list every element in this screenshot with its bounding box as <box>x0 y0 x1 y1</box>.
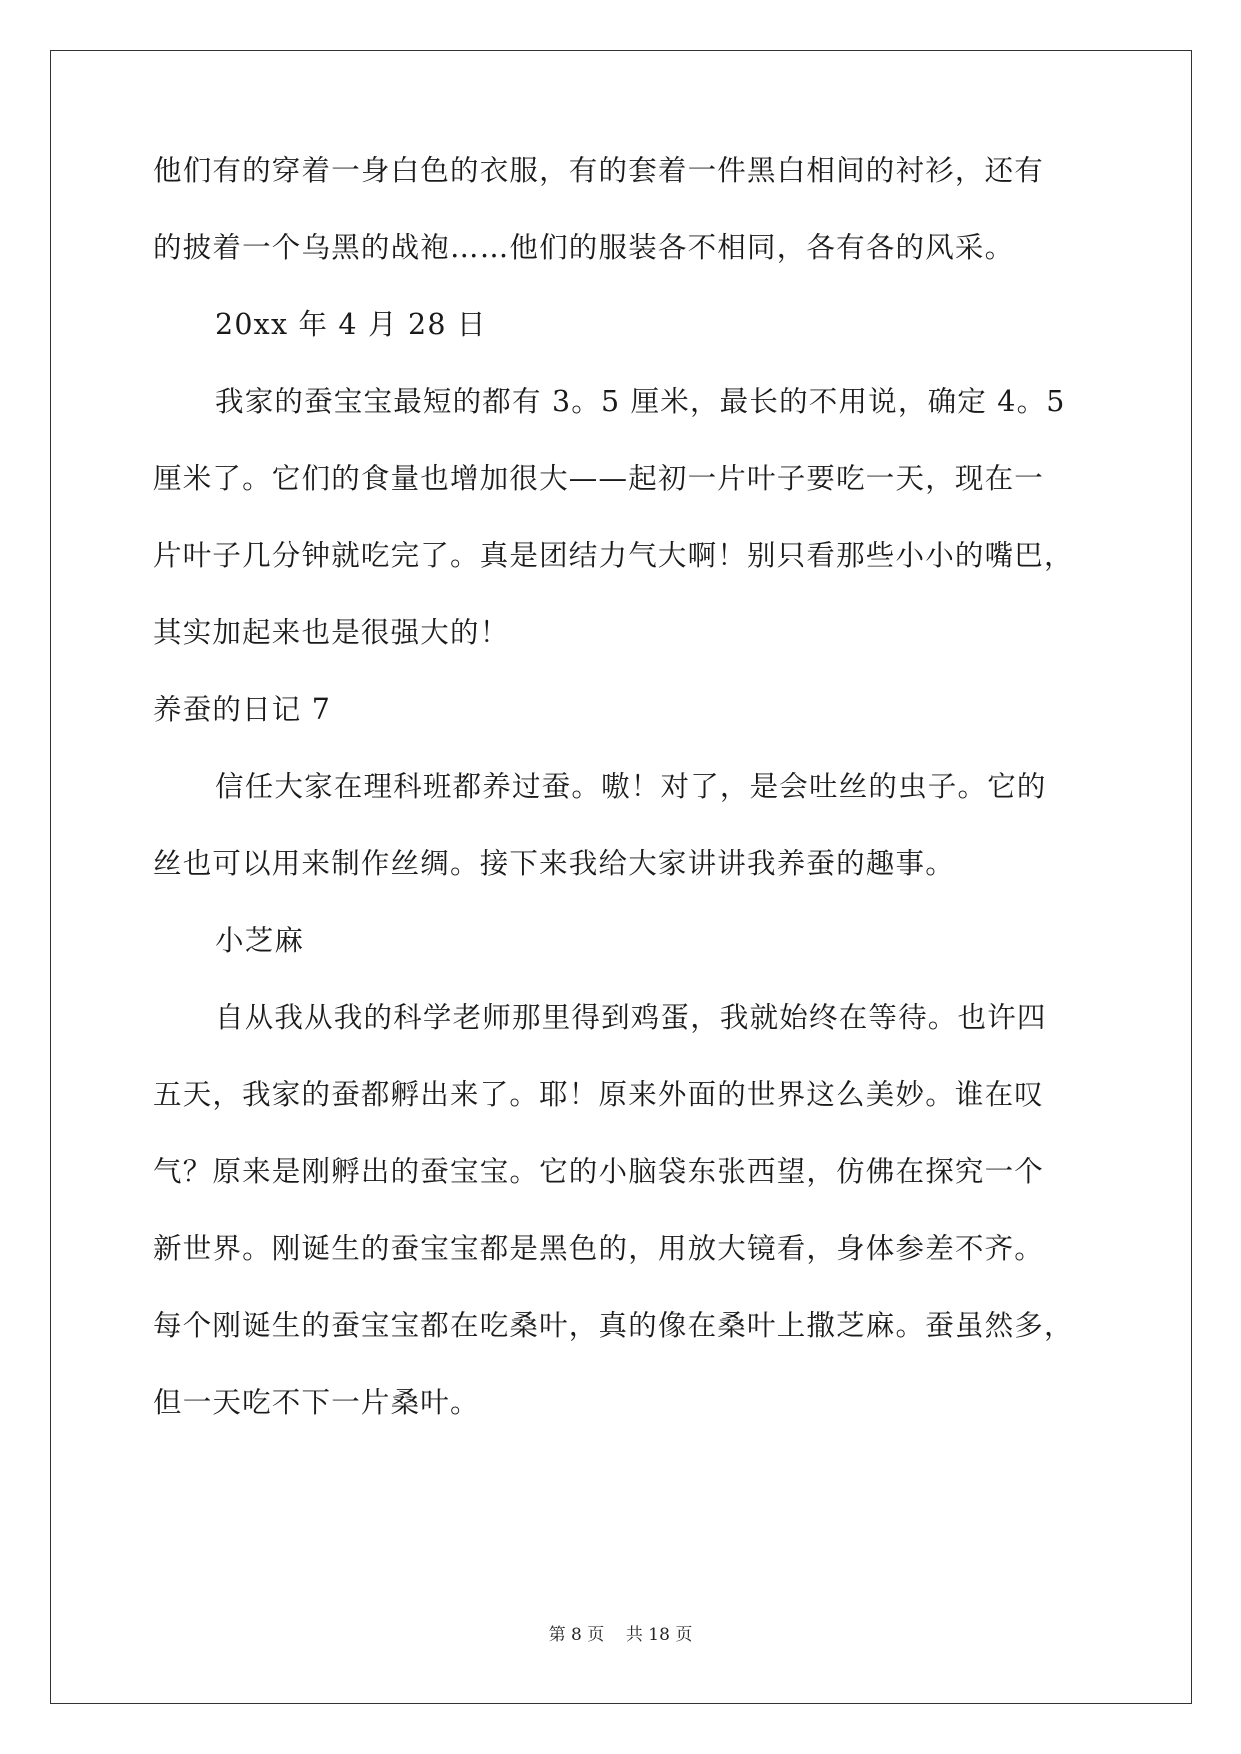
text-line: 气？原来是刚孵出的蚕宝宝。它的小脑袋东张西望，仿佛在探究一个 <box>153 1155 1045 1188</box>
diary-date: 20xx 年 4 月 28 日 <box>215 308 487 341</box>
text-line: 自从我从我的科学老师那里得到鸡蛋，我就始终在等待。也许四 <box>215 1001 1047 1034</box>
subheading: 小芝麻 <box>215 924 305 957</box>
text-line: 我家的蚕宝宝最短的都有 3。5 厘米，最长的不用说，确定 4。5 <box>215 385 1066 418</box>
text-line: 五天，我家的蚕都孵出来了。耶！原来外面的世界这么美妙。谁在叹 <box>153 1078 1045 1111</box>
text-line: 但一天吃不下一片桑叶。 <box>153 1386 480 1419</box>
page-footer <box>0 1620 1241 1645</box>
document-body <box>153 132 1113 1441</box>
text-line: 每个刚诞生的蚕宝宝都在吃桑叶，真的像在桑叶上撒芝麻。蚕虽然多， <box>153 1309 1074 1342</box>
text-line: 厘米了。它们的食量也增加很大——起初一片叶子要吃一天，现在一 <box>153 462 1045 495</box>
page-number: 第 8 页 <box>548 1625 605 1645</box>
text-line: 信任大家在理科班都养过蚕。嗷！对了，是会吐丝的虫子。它的 <box>215 770 1047 803</box>
text-line: 丝也可以用来制作丝绸。接下来我给大家讲讲我养蚕的趣事。 <box>153 847 955 880</box>
text-line: 新世界。刚诞生的蚕宝宝都是黑色的，用放大镜看，身体参差不齐。 <box>153 1232 1045 1265</box>
text-line: 片叶子几分钟就吃完了。真是团结力气大啊！别只看那些小小的嘴巴， <box>153 539 1074 572</box>
page-total: 共 18 页 <box>625 1625 693 1645</box>
text-line: 其实加起来也是很强大的！ <box>153 616 510 649</box>
text-line: 的披着一个乌黑的战袍……他们的服装各不相同，各有各的风采。 <box>153 231 1015 264</box>
section-heading: 养蚕的日记 7 <box>153 693 332 726</box>
text-line: 他们有的穿着一身白色的衣服，有的套着一件黑白相间的衬衫，还有 <box>153 154 1045 187</box>
